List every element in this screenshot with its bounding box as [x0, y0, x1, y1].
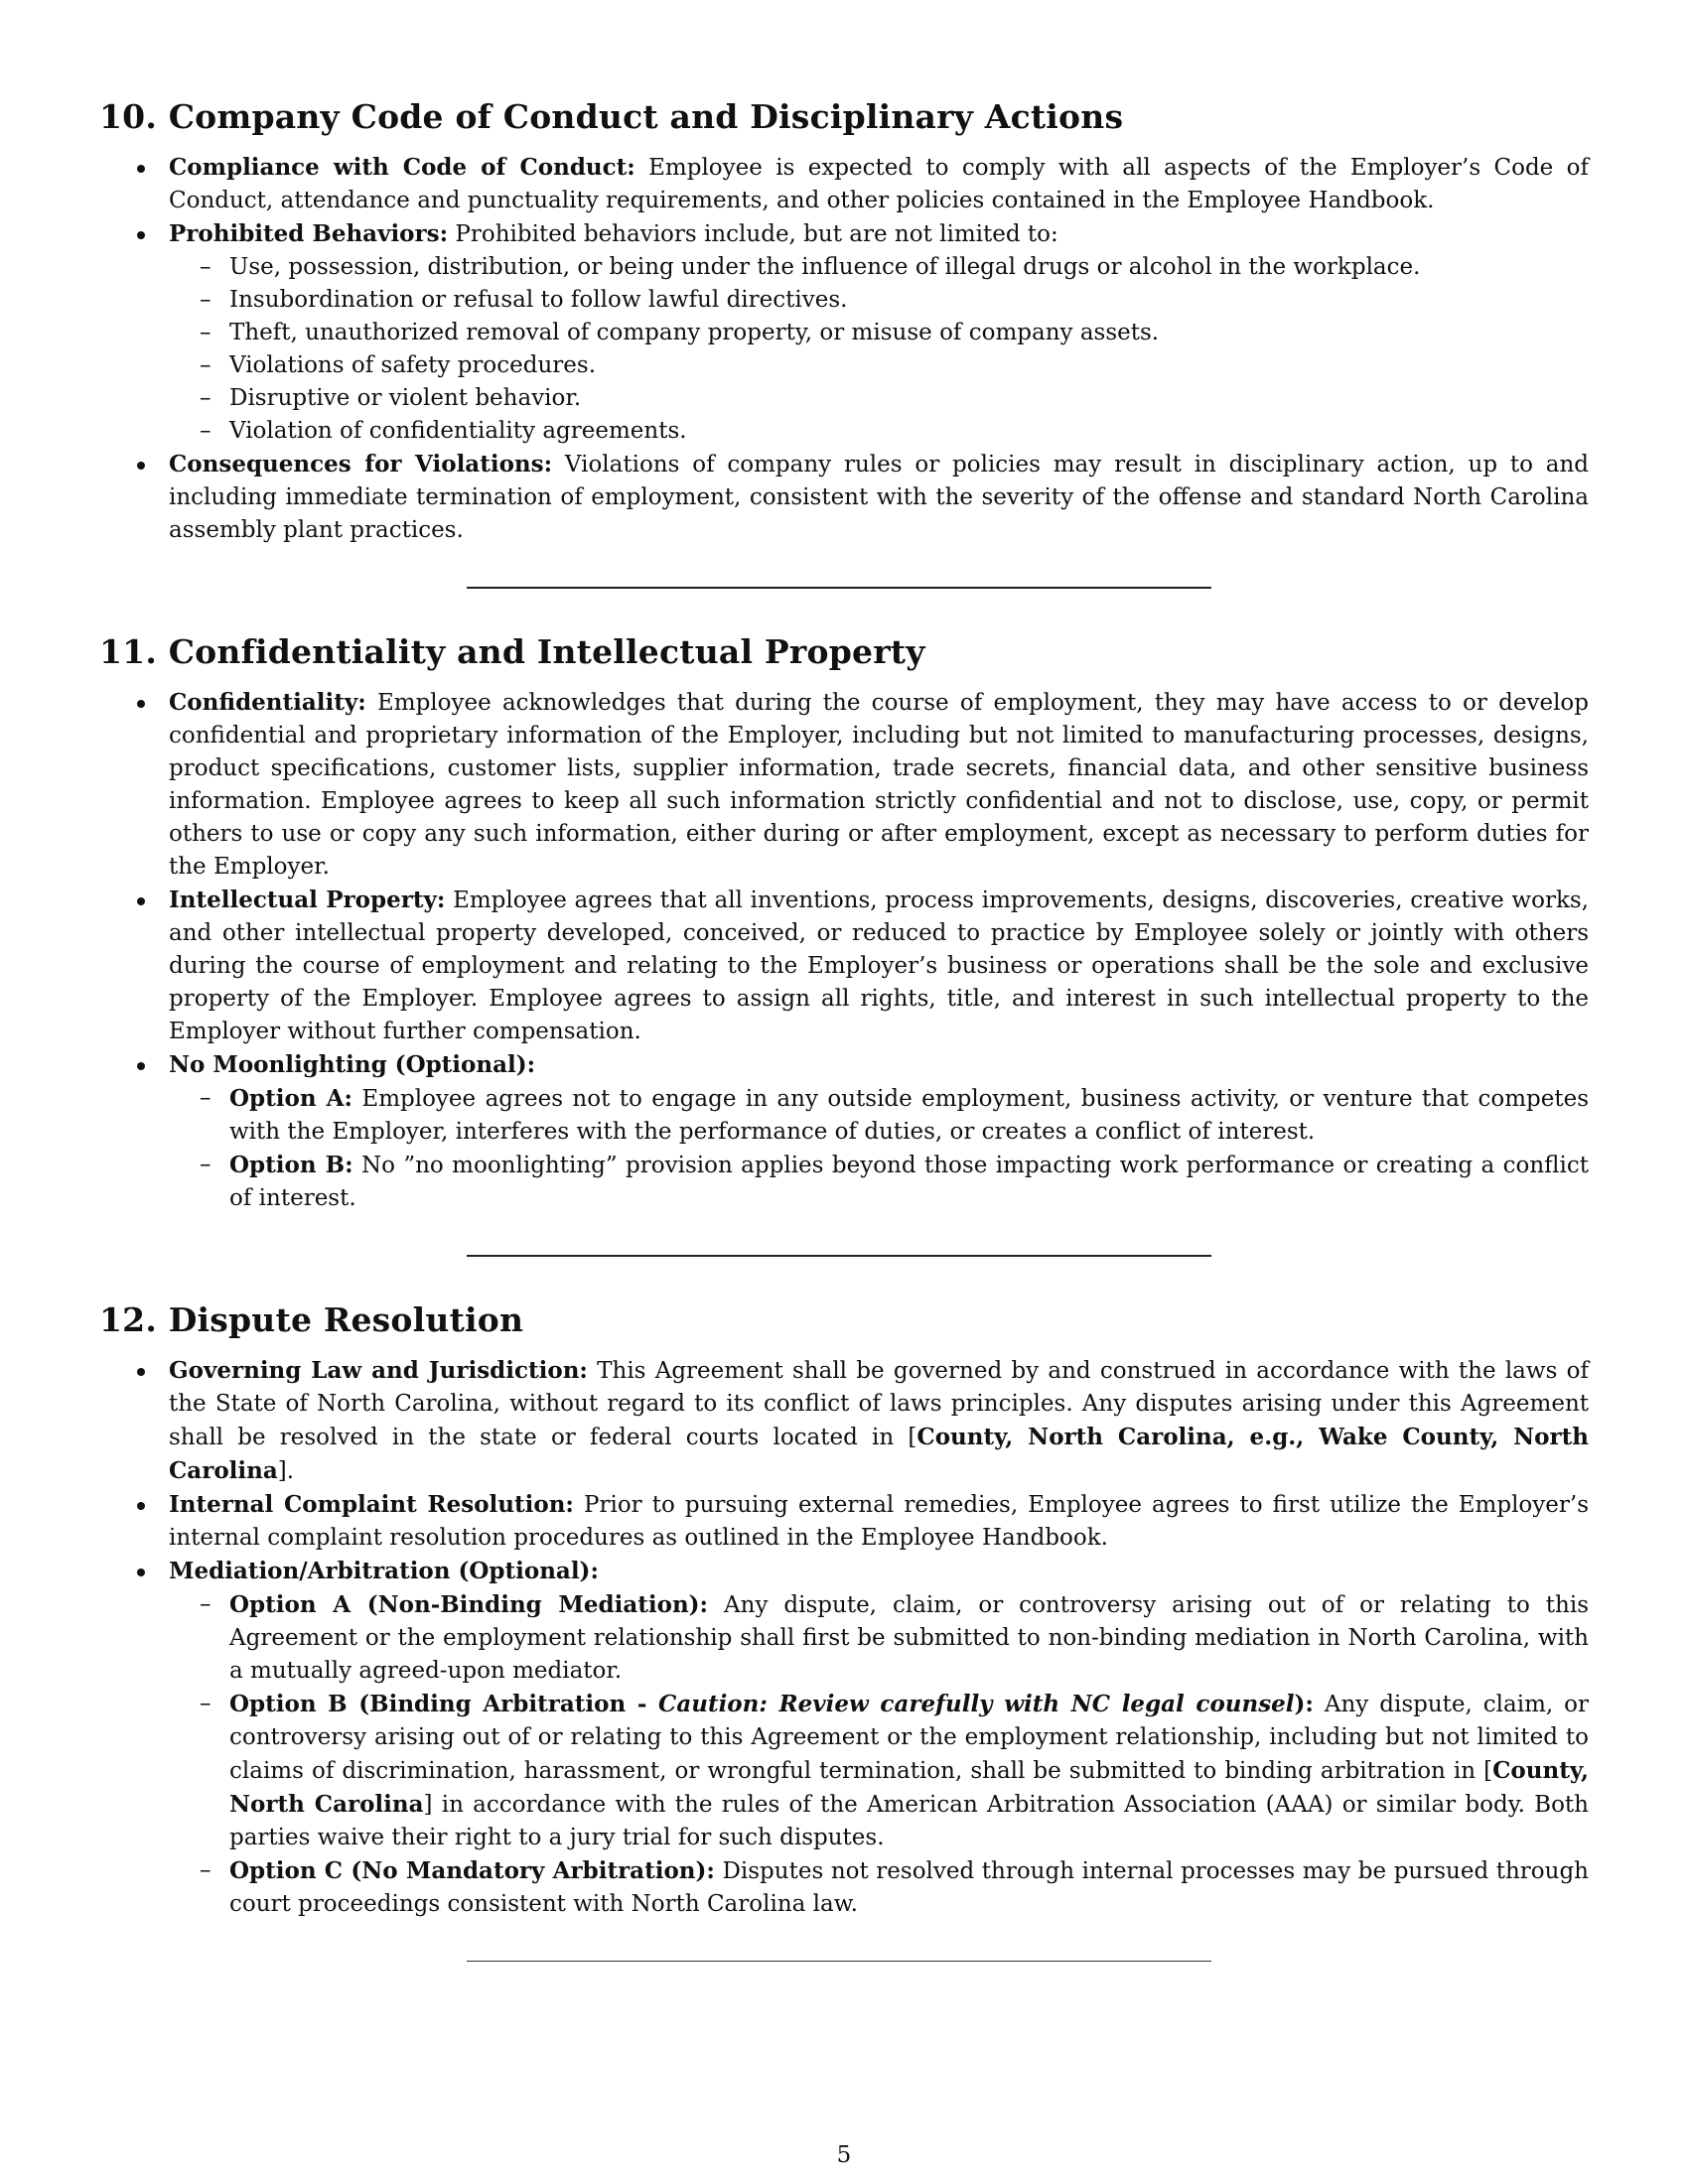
item-label: No Moonlighting (Optional): — [169, 1051, 536, 1078]
section-confidentiality — [99, 630, 1589, 1215]
section-title: 11. Confidentiality and Intellectual Property — [99, 632, 925, 671]
sub-item-text: Violation of confidentiality agreements. — [229, 418, 687, 444]
sub-item-text: Disruptive or violent behavior. — [229, 385, 582, 411]
list-item — [99, 1048, 1589, 1215]
sub-list-item — [169, 415, 1589, 448]
sub-list-item — [169, 382, 1589, 415]
sub-list — [169, 1588, 1589, 1921]
sub-list-item — [169, 284, 1589, 317]
sub-item-text: Disputes not resolved through internal processes may be pursued through court proceedings consistent with North Carolina law. — [229, 1858, 1589, 1917]
dash-icon: – — [200, 287, 211, 313]
section-title: 10. Company Code of Conduct and Disciplinary Actions — [99, 97, 1124, 136]
sub-list-item — [169, 317, 1589, 349]
sub-item-text: Violations of safety procedures. — [229, 352, 597, 378]
bullet-icon — [137, 1569, 145, 1576]
section-divider — [467, 587, 1211, 589]
sub-list-item — [169, 1082, 1589, 1149]
placeholder-county: County, North Carolina — [229, 1757, 1589, 1818]
sub-list-item — [169, 1688, 1589, 1854]
list-item — [99, 1488, 1589, 1555]
item-text: Employee acknowledges that during the course of employment, they may have access to or develop confidential and proprietary information of the Employer, including but not limited to manufacturing processes, designs, product specifications, customer lists, supplier information, trade secrets, financial data, and other sensitive business information. Employee agrees to keep all such information strictly confidential and not to disclose, use, copy, or permit others to use or copy any such information, either during or after employment, except as necessary to perform duties for the Employer. — [169, 690, 1589, 880]
section-divider — [467, 1961, 1211, 1962]
dash-icon: – — [200, 254, 211, 280]
sub-item-label: Option B (Binding Arbitration - — [229, 1691, 659, 1717]
item-text: Violations of company rules or policies may result in disciplinary action, up to and including immediate termination of employment, consistent with the severity of the offense and standard North Carolina assembly plant practices. — [169, 452, 1589, 543]
item-label: Prohibited Behaviors: — [169, 220, 449, 247]
sub-item-text: Insubordination or refusal to follow lawful directives. — [229, 287, 848, 313]
list-item — [99, 686, 1589, 884]
list-item — [99, 1354, 1589, 1488]
dash-icon: – — [200, 1152, 211, 1177]
bullet-list — [99, 1354, 1589, 1921]
list-item — [99, 448, 1589, 547]
item-text: Employee agrees that all inventions, process improvements, designs, discoveries, creative works, and other intellectual property developed, conceived, or reduced to practice by Employee solely or jointly with others during the course of employment and relating to the Employer’s business or operations shall be the sole and exclusive property of the Employer. Employee agrees to assign all rights, title, and interest in such intellectual property to the Employer without further compensation. — [169, 887, 1589, 1044]
section-title: 12. Dispute Resolution — [99, 1300, 524, 1339]
item-text: This Agreement shall be governed by and construed in accordance with the laws of the State of North Carolina, without regard to its conflict of laws principles. Any disputes arising under this Agreement shall be resolved in the state or federal courts located in [ — [169, 1358, 1589, 1450]
dash-icon: – — [200, 1591, 211, 1617]
dash-icon: – — [200, 1691, 211, 1716]
sub-list-item — [169, 1854, 1589, 1921]
item-text: Prior to pursuing external remedies, Employee agrees to first utilize the Employer’s internal complaint resolution procedures as outlined in the Employee Handbook. — [169, 1492, 1589, 1551]
item-label: Compliance with Code of Conduct: — [169, 154, 635, 181]
bullet-icon — [137, 231, 145, 239]
page-number: 5 — [836, 2142, 852, 2168]
sub-list-item — [169, 251, 1589, 284]
item-label: Mediation/Arbitration (Optional): — [169, 1558, 599, 1584]
bullet-icon — [137, 1368, 145, 1376]
sub-item-label: Option C (No Mandatory Arbitration): — [229, 1857, 715, 1884]
item-label: Internal Complaint Resolution: — [169, 1491, 574, 1518]
item-text-tail: ]. — [277, 1458, 295, 1484]
item-text: Prohibited behaviors include, but are not limited to: — [448, 221, 1058, 247]
bullet-list — [99, 151, 1589, 547]
dash-icon: – — [200, 320, 211, 345]
item-label: Governing Law and Jurisdiction: — [169, 1357, 588, 1384]
sub-list-item — [169, 349, 1589, 382]
bullet-icon — [137, 700, 145, 708]
list-item — [99, 217, 1589, 448]
item-label: Confidentiality: — [169, 689, 366, 716]
item-label: Intellectual Property: — [169, 887, 446, 913]
sub-list — [169, 251, 1589, 448]
bullet-icon — [137, 1502, 145, 1510]
dash-icon: – — [200, 1085, 211, 1111]
dash-icon: – — [200, 418, 211, 444]
bullet-icon — [137, 897, 145, 905]
list-item — [99, 884, 1589, 1048]
dash-icon: – — [200, 1857, 211, 1883]
bullet-icon — [137, 165, 145, 173]
item-label: Consequences for Violations: — [169, 451, 553, 478]
bullet-icon — [137, 462, 145, 470]
dash-icon: – — [200, 385, 211, 411]
bullet-list — [99, 686, 1589, 1215]
list-item — [99, 151, 1589, 217]
sub-item-label: Option A (Non-Binding Mediation): — [229, 1591, 709, 1618]
section-dispute-resolution — [99, 1298, 1589, 1921]
sub-item-text: Theft, unauthorized removal of company property, or misuse of company assets. — [229, 320, 1160, 345]
sub-item-label-end: ): — [1294, 1691, 1314, 1717]
sub-item-text: Employee agrees not to engage in any outside employment, business activity, or venture that competes with the Employer, interferes with the performance of duties, or creates a conflict of interest. — [229, 1086, 1589, 1145]
sub-item-label: Option A: — [229, 1085, 352, 1112]
sub-list — [169, 1082, 1589, 1215]
sub-list-item — [169, 1149, 1589, 1215]
sub-item-text: Any dispute, claim, or controversy arising out of or relating to this Agreement or the employment relationship, including but not limited to claims of discrimination, harassment, or wrongful termination, shall be submitted to binding arbitration in [ — [229, 1692, 1589, 1784]
sub-item-text-tail: ] in accordance with the rules of the American Arbitration Association (AAA) or similar body. Both parties waive their right to a jury trial for such disputes. — [229, 1792, 1589, 1850]
item-text: Employee is expected to comply with all aspects of the Employer’s Code of Conduct, attendance and punctuality requirements, and other policies contained in the Employee Handbook. — [169, 155, 1589, 213]
placeholder-county: County, North Carolina, e.g., Wake County, North Carolina — [169, 1424, 1589, 1484]
sub-list-item — [169, 1588, 1589, 1688]
sub-item-text: Use, possession, distribution, or being under the influence of illegal drugs or alcohol in the workplace. — [229, 254, 1421, 280]
dash-icon: – — [200, 352, 211, 378]
section-divider — [467, 1255, 1211, 1257]
document-content — [99, 95, 1589, 1962]
bullet-icon — [137, 1062, 145, 1070]
list-item — [99, 1555, 1589, 1921]
sub-item-text: Any dispute, claim, or controversy arising out of or relating to this Agreement or the employment relationship shall first be submitted to non-binding mediation in North Carolina, with a mutually agreed-upon mediator. — [229, 1592, 1589, 1684]
caution-note: Caution: Review carefully with NC legal counsel — [658, 1691, 1295, 1717]
sub-item-label: Option B: — [229, 1152, 353, 1178]
section-code-of-conduct — [99, 95, 1589, 547]
sub-item-text: No ”no moonlighting” provision applies beyond those impacting work performance or creating a conflict of interest. — [229, 1153, 1589, 1211]
